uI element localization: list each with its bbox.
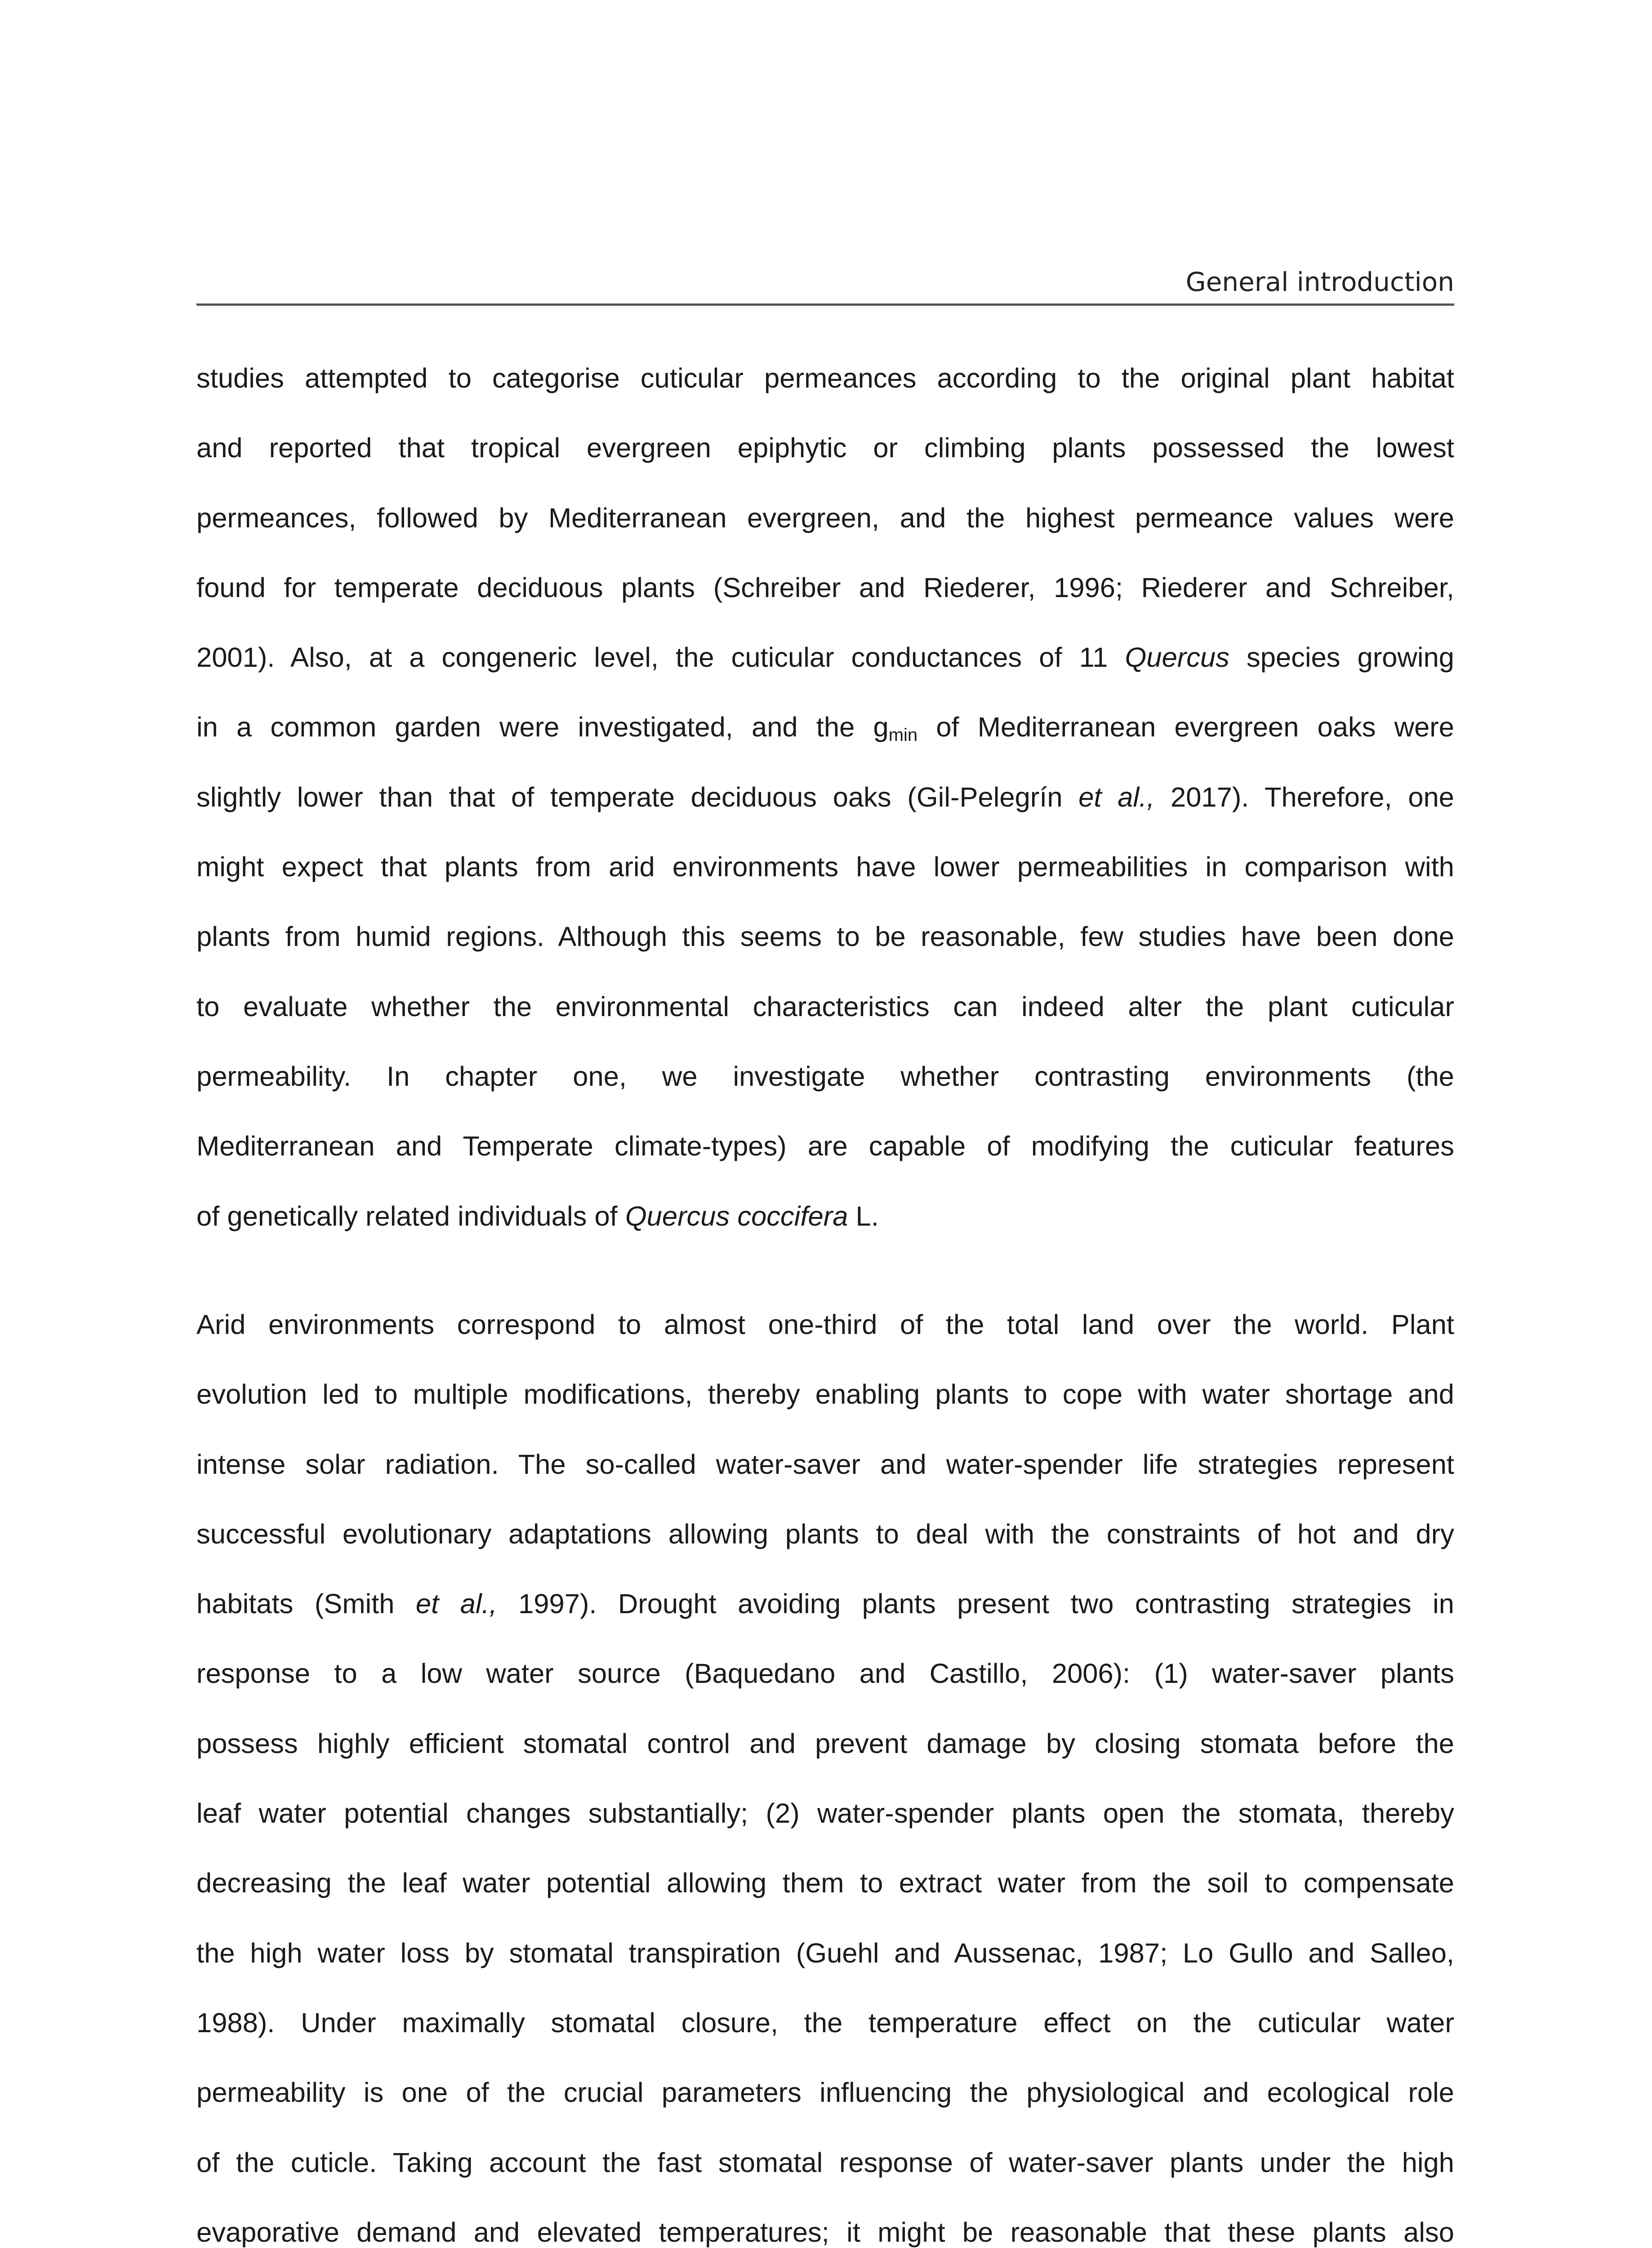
- text-run: species growing: [1229, 642, 1454, 674]
- subscript: min: [888, 725, 918, 745]
- text-run: 2017). Therefore, one: [1154, 781, 1455, 813]
- text-line: intense solar radiation. The so-called water-saver and water-spender life strategies represent: [196, 1449, 1454, 1480]
- text-run: in a common garden were investigated, and the g: [196, 712, 889, 743]
- text-line: decreasing the leaf water potential allowing them to extract water from the soil to compensate: [196, 1868, 1454, 1899]
- text-line: of the cuticle. Taking account the fast stomatal response of water-saver plants under the high: [196, 2147, 1454, 2178]
- text-line: [196, 1192, 1454, 1262]
- citation-italic: et al.,: [1078, 781, 1155, 813]
- text-line: to evaluate whether the environmental characteristics can indeed alter the plant cuticular: [196, 991, 1454, 1022]
- text-line: might expect that plants from arid environments have lower permeabilities in comparison with: [196, 852, 1454, 883]
- text-line: [196, 1579, 1454, 1649]
- paragraph-1: [196, 354, 1454, 1262]
- text-line: [196, 703, 1454, 772]
- text-line: response to a low water source (Baquedano and Castillo, 2006): (1) water-saver plants: [196, 1658, 1454, 1690]
- text-run: of genetically related individuals of: [196, 1200, 625, 1232]
- citation-italic: et al.,: [415, 1588, 497, 1620]
- paragraph-2: [196, 1300, 1454, 2248]
- species-name: Quercus coccifera: [625, 1200, 848, 1232]
- text-line: possess highly efficient stomatal control and prevent damage by closing stomata before the: [196, 1728, 1454, 1759]
- text-line: the high water loss by stomatal transpiration (Guehl and Aussenac, 1987; Lo Gullo and Salleo,: [196, 1937, 1454, 1969]
- species-name: Quercus: [1125, 642, 1229, 674]
- text-run: habitats (Smith: [196, 1588, 416, 1620]
- text-line: Arid environments correspond to almost one-third of the total land over the world. Plant: [196, 1309, 1454, 1340]
- text-line: permeances, followed by Mediterranean evergreen, and the highest permeance values were: [196, 502, 1454, 534]
- text-line: 1988). Under maximally stomatal closure, the temperature effect on the cuticular water: [196, 2007, 1454, 2038]
- text-line: evolution led to multiple modifications, thereby enabling plants to cope with water shortage and: [196, 1379, 1454, 1410]
- running-title: General introduction: [1185, 267, 1454, 297]
- text-run: 1997). Drought avoiding plants present two contrasting strategies in: [497, 1588, 1454, 1620]
- text-line: and reported that tropical evergreen epiphytic or climbing plants possessed the lowest: [196, 433, 1454, 464]
- text-line: plants from humid regions. Although this seems to be reasonable, few studies have been done: [196, 921, 1454, 953]
- text-line: permeability is one of the crucial parameters influencing the physiological and ecological role: [196, 2077, 1454, 2109]
- text-run: of Mediterranean evergreen oaks were: [917, 712, 1454, 743]
- text-line: permeability. In chapter one, we investigate whether contrasting environments (the: [196, 1061, 1454, 1092]
- text-line: evaporative demand and elevated temperatures; it might be reasonable that these plants also: [196, 2217, 1454, 2248]
- text-line: successful evolutionary adaptations allowing plants to deal with the constraints of hot and dry: [196, 1518, 1454, 1550]
- text-line: Mediterranean and Temperate climate-types) are capable of modifying the cuticular features: [196, 1131, 1454, 1162]
- text-line: [196, 773, 1454, 843]
- text-run: L.: [848, 1200, 879, 1232]
- text-run: 2001). Also, at a congeneric level, the cuticular conductances of 11: [196, 642, 1125, 674]
- text-line: [196, 633, 1454, 703]
- text-line: studies attempted to categorise cuticular permeances according to the original plant habitat: [196, 363, 1454, 394]
- running-header: [196, 257, 1454, 306]
- text-run: slightly lower than that of temperate deciduous oaks (Gil-Pelegrín: [196, 781, 1079, 813]
- text-line: leaf water potential changes substantially; (2) water-spender plants open the stomata, thereby: [196, 1798, 1454, 1829]
- text-line: found for temperate deciduous plants (Schreiber and Riederer, 1996; Riederer and Schreiber,: [196, 572, 1454, 603]
